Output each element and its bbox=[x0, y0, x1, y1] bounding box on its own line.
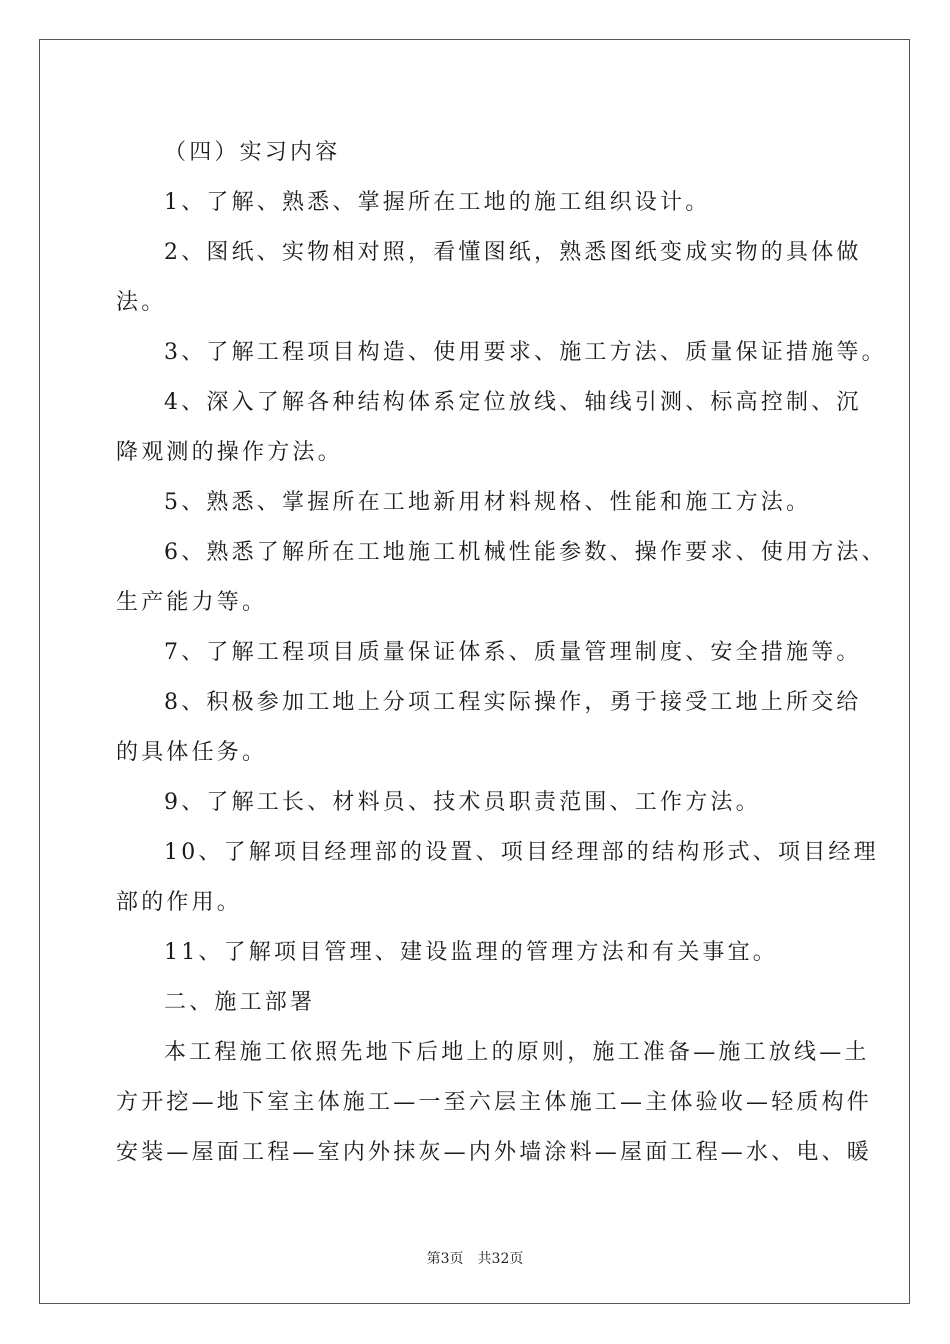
text-line: 安装—屋面工程—室内外抹灰—内外墙涂料—屋面工程—水、电、暖 bbox=[116, 1140, 873, 1165]
text-line: （四）实习内容 bbox=[164, 140, 341, 165]
text-line: 8、积极参加工地上分项工程实际操作，勇于接受工地上所交给 bbox=[164, 690, 862, 715]
text-line: 部的作用。 bbox=[116, 890, 243, 915]
text-line: 降观测的操作方法。 bbox=[116, 440, 343, 465]
text-line: 本工程施工依照先地下后地上的原则，施工准备—施工放线—土 bbox=[164, 1040, 870, 1065]
page-number: 第3页 bbox=[426, 1251, 464, 1267]
text-line: 二、施工部署 bbox=[164, 990, 316, 1015]
text-line: 11、了解项目管理、建设监理的管理方法和有关事宜。 bbox=[164, 940, 778, 965]
text-line: 4、深入了解各种结构体系定位放线、轴线引测、标高控制、沉 bbox=[164, 390, 862, 415]
document-body bbox=[116, 128, 887, 1178]
page-footer bbox=[0, 1248, 950, 1268]
text-line: 5、熟悉、掌握所在工地新用材料规格、性能和施工方法。 bbox=[164, 490, 812, 515]
text-line: 生产能力等。 bbox=[116, 590, 268, 615]
text-line: 2、图纸、实物相对照，看懂图纸，熟悉图纸变成实物的具体做 bbox=[164, 240, 862, 265]
text-line: 7、了解工程项目质量保证体系、质量管理制度、安全措施等。 bbox=[164, 640, 862, 665]
text-line: 1、了解、熟悉、掌握所在工地的施工组织设计。 bbox=[164, 190, 711, 215]
text-line: 9、了解工长、材料员、技术员职责范围、工作方法。 bbox=[164, 790, 761, 815]
page-total: 共32页 bbox=[477, 1251, 524, 1267]
text-line: 法。 bbox=[116, 290, 167, 315]
text-line: 的具体任务。 bbox=[116, 740, 268, 765]
text-line: 6、熟悉了解所在工地施工机械性能参数、操作要求、使用方法、 bbox=[164, 540, 887, 565]
text-line: 方开挖—地下室主体施工—一至六层主体施工—主体验收—轻质构件 bbox=[116, 1090, 873, 1115]
text-line: 3、了解工程项目构造、使用要求、施工方法、质量保证措施等。 bbox=[164, 340, 887, 365]
text-line: 10、了解项目经理部的设置、项目经理部的结构形式、项目经理 bbox=[164, 840, 879, 865]
